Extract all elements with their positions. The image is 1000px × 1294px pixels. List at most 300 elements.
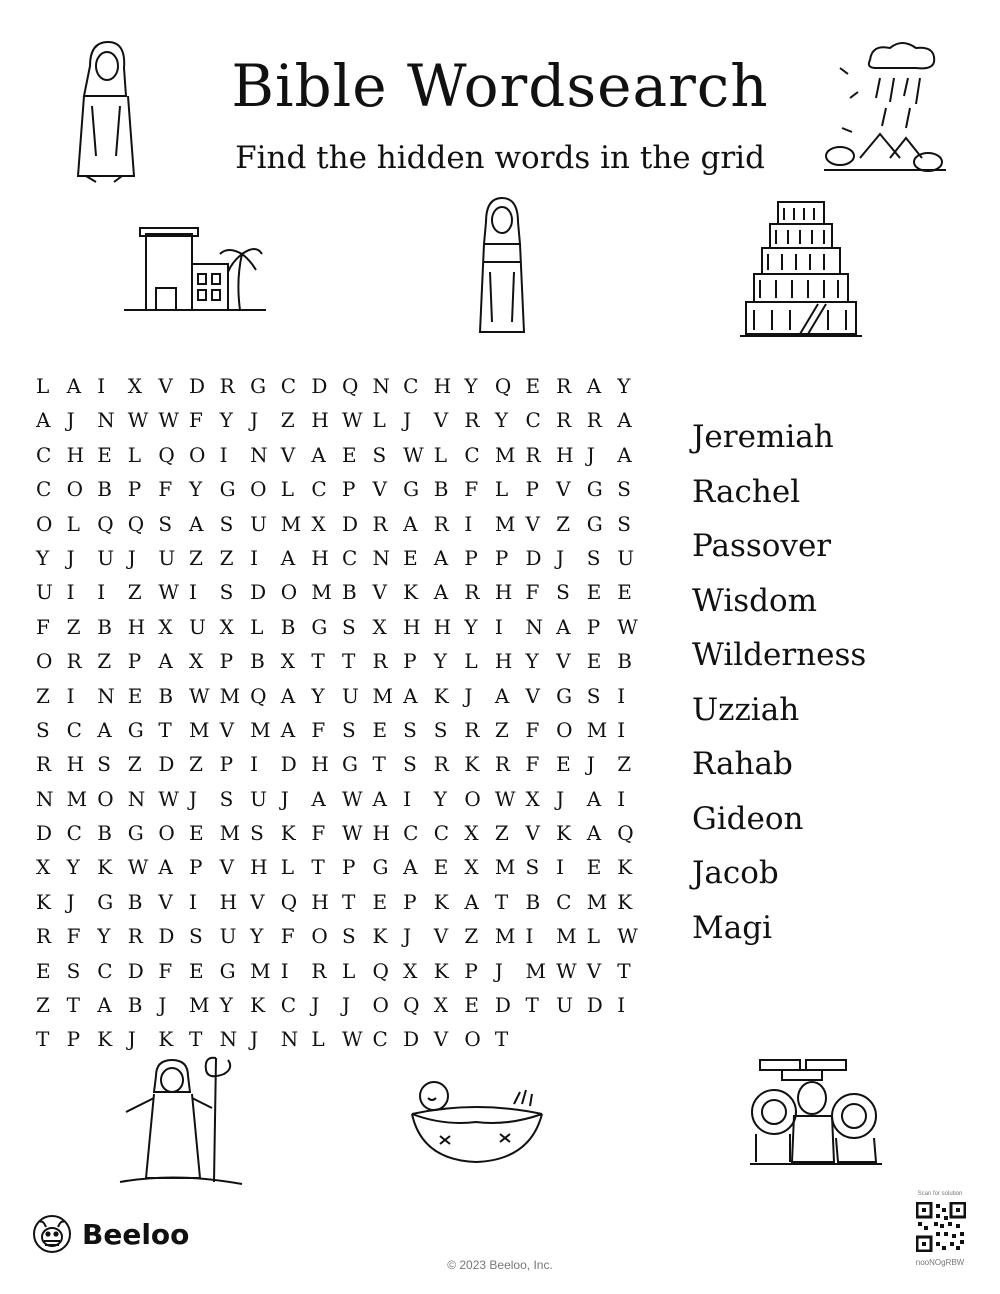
grid-letter[interactable]: X [311,511,326,536]
grid-letter[interactable]: Z [97,649,112,674]
grid-letter[interactable]: F [525,580,540,605]
grid-letter[interactable]: X [127,374,143,398]
grid-letter[interactable]: E [433,855,449,880]
grid-letter[interactable]: X [525,786,540,811]
grid-letter[interactable]: M [586,889,608,914]
grid-letter[interactable]: H [311,545,329,570]
grid-letter[interactable]: P [219,752,234,777]
grid-letter[interactable]: W [341,408,363,433]
grid-letter[interactable]: P [341,855,356,880]
grid-letter[interactable]: D [341,511,358,536]
grid-letter[interactable]: J [188,786,197,811]
grid-letter[interactable]: F [36,614,50,639]
grid-letter[interactable]: G [341,752,358,777]
grid-letter[interactable]: J [250,408,259,433]
grid-letter[interactable]: A [433,580,449,605]
grid-letter[interactable]: S [219,786,234,811]
grid-letter[interactable]: U [250,786,268,811]
grid-letter[interactable]: S [97,752,111,777]
grid-letter[interactable]: K [617,855,633,880]
grid-letter[interactable]: R [433,511,449,536]
grid-letter[interactable]: P [188,855,203,880]
grid-letter[interactable]: S [158,511,173,536]
grid-letter[interactable]: H [66,752,85,777]
grid-letter[interactable]: L [372,408,386,433]
grid-letter[interactable]: Q [403,993,420,1018]
grid-letter[interactable]: O [464,1027,481,1052]
grid-letter[interactable]: S [341,717,356,742]
grid-letter[interactable]: Y [494,408,509,433]
grid-letter[interactable]: Y [433,786,447,811]
grid-letter[interactable]: W [403,442,424,467]
grid-letter[interactable]: A [158,649,173,674]
grid-letter[interactable]: C [556,889,572,914]
grid-letter[interactable]: A [188,511,204,536]
grid-letter[interactable]: S [188,924,203,949]
grid-letter[interactable]: Z [280,408,295,433]
grid-letter[interactable]: A [556,614,571,639]
grid-letter[interactable]: R [66,649,82,674]
grid-letter[interactable]: H [433,614,452,639]
grid-letter[interactable]: D [188,374,206,398]
grid-letter[interactable]: X [464,821,479,846]
grid-letter[interactable]: Z [66,614,81,639]
grid-letter[interactable]: C [403,821,419,846]
grid-letter[interactable]: Z [188,752,203,777]
grid-letter[interactable]: J [158,993,167,1018]
grid-letter[interactable]: Z [617,752,632,777]
grid-letter[interactable]: V [586,958,602,983]
grid-letter[interactable]: A [97,717,112,742]
grid-letter[interactable]: B [341,580,357,605]
grid-letter[interactable]: H [433,374,452,398]
grid-letter[interactable]: B [97,821,112,846]
grid-letter[interactable]: R [36,752,52,777]
grid-letter[interactable]: V [250,889,265,914]
grid-letter[interactable]: V [372,477,387,502]
grid-letter[interactable]: Z [464,924,479,949]
grid-letter[interactable]: X [372,614,387,639]
grid-letter[interactable]: D [586,993,603,1018]
grid-letter[interactable]: Y [464,614,478,639]
grid-letter[interactable]: I [525,924,534,949]
grid-letter[interactable]: H [494,649,513,674]
grid-letter[interactable]: D [127,958,144,983]
grid-letter[interactable]: T [311,855,325,880]
grid-letter[interactable]: C [311,477,327,502]
grid-letter[interactable]: X [36,855,51,880]
grid-letter[interactable]: M [66,786,88,811]
grid-letter[interactable]: M [250,717,271,742]
grid-letter[interactable]: D [311,374,328,398]
grid-letter[interactable]: Q [97,511,114,536]
grid-letter[interactable]: W [188,683,210,708]
grid-letter[interactable]: X [219,614,234,639]
grid-letter[interactable]: T [158,717,172,742]
grid-letter[interactable]: C [66,717,82,742]
grid-letter[interactable]: G [372,855,389,880]
grid-letter[interactable]: K [372,924,388,949]
grid-letter[interactable]: I [617,717,626,742]
grid-letter[interactable]: O [250,477,267,502]
grid-letter[interactable]: U [556,993,573,1018]
grid-letter[interactable]: I [97,580,106,605]
grid-letter[interactable]: H [311,889,329,914]
grid-letter[interactable]: A [372,786,387,811]
grid-letter[interactable]: B [280,614,296,639]
grid-letter[interactable]: N [280,1027,299,1052]
grid-letter[interactable]: T [372,752,386,777]
grid-letter[interactable]: F [525,717,540,742]
grid-letter[interactable]: X [403,958,418,983]
grid-letter[interactable]: C [433,821,450,846]
grid-letter[interactable]: P [127,477,142,502]
grid-letter[interactable]: D [250,580,267,605]
grid-letter[interactable]: M [188,717,210,742]
grid-letter[interactable]: K [433,683,449,708]
grid-letter[interactable]: P [464,958,478,983]
grid-letter[interactable]: K [433,958,449,983]
grid-letter[interactable]: F [66,924,81,949]
grid-letter[interactable]: E [586,580,602,605]
grid-letter[interactable]: K [280,821,296,846]
grid-letter[interactable]: S [586,545,601,570]
grid-letter[interactable]: U [188,614,206,639]
grid-letter[interactable]: Y [219,408,233,433]
grid-letter[interactable]: E [617,580,632,605]
grid-letter[interactable]: E [97,442,112,467]
grid-letter[interactable]: C [280,374,297,398]
grid-letter[interactable]: J [127,545,136,570]
grid-letter[interactable]: F [280,924,295,949]
grid-letter[interactable]: N [219,1027,238,1052]
grid-letter[interactable]: D [158,752,175,777]
grid-letter[interactable]: Z [36,683,50,708]
grid-letter[interactable]: Q [280,889,298,914]
grid-letter[interactable]: Z [494,821,509,846]
grid-letter[interactable]: R [464,717,480,742]
grid-letter[interactable]: Z [36,993,50,1018]
grid-letter[interactable]: Y [617,374,631,398]
grid-letter[interactable]: R [464,580,480,605]
grid-letter[interactable]: T [311,649,325,674]
grid-letter[interactable]: A [66,374,82,398]
grid-letter[interactable]: I [617,786,626,811]
grid-letter[interactable]: G [311,614,328,639]
grid-letter[interactable]: K [97,1027,113,1052]
grid-letter[interactable]: I [280,958,289,983]
grid-letter[interactable]: V [433,924,449,949]
grid-letter[interactable]: N [127,786,146,811]
grid-letter[interactable]: O [36,649,53,674]
qr-code-icon[interactable] [916,1202,966,1252]
grid-letter[interactable]: T [494,1027,509,1052]
grid-letter[interactable]: X [280,649,295,674]
grid-letter[interactable]: T [494,889,509,914]
grid-letter[interactable]: W [127,855,149,880]
grid-letter[interactable]: K [36,889,51,914]
grid-letter[interactable]: U [219,924,237,949]
grid-letter[interactable]: S [66,958,81,983]
grid-letter[interactable]: N [97,683,115,708]
grid-letter[interactable]: K [556,821,572,846]
grid-letter[interactable]: D [525,545,542,570]
grid-letter[interactable]: G [250,374,267,398]
grid-letter[interactable]: O [280,580,298,605]
grid-letter[interactable]: J [556,786,565,811]
grid-letter[interactable]: J [280,786,289,811]
grid-letter[interactable]: C [403,374,419,398]
grid-letter[interactable]: S [556,580,570,605]
grid-letter[interactable]: J [403,408,412,433]
grid-letter[interactable]: Q [127,511,145,536]
grid-letter[interactable]: C [372,1027,388,1052]
grid-letter[interactable]: F [188,408,203,433]
grid-letter[interactable]: V [219,855,235,880]
grid-letter[interactable]: A [403,683,418,708]
grid-letter[interactable]: E [372,717,388,742]
grid-letter[interactable]: M [494,855,516,880]
grid-letter[interactable]: Y [97,924,111,949]
grid-letter[interactable]: G [127,821,144,846]
grid-letter[interactable]: H [311,408,329,433]
grid-letter[interactable]: U [617,545,635,570]
grid-letter[interactable]: C [280,993,297,1018]
grid-letter[interactable]: V [525,821,540,846]
grid-letter[interactable]: D [280,752,297,777]
grid-letter[interactable]: S [586,683,601,708]
grid-letter[interactable]: R [372,511,388,536]
grid-letter[interactable]: V [525,511,540,536]
grid-letter[interactable]: R [219,374,235,398]
grid-letter[interactable]: P [494,545,509,570]
grid-letter[interactable]: E [36,958,51,983]
grid-letter[interactable]: W [617,924,638,949]
grid-letter[interactable]: U [97,545,115,570]
grid-letter[interactable]: L [280,477,295,502]
grid-letter[interactable]: F [311,717,326,742]
grid-letter[interactable]: W [341,786,363,811]
grid-letter[interactable]: N [372,374,391,398]
grid-letter[interactable]: C [36,477,52,502]
grid-letter[interactable]: R [525,442,541,467]
grid-letter[interactable]: G [219,958,236,983]
grid-letter[interactable]: J [586,752,595,777]
grid-letter[interactable]: O [158,821,175,846]
grid-letter[interactable]: P [127,649,142,674]
grid-letter[interactable]: F [158,477,173,502]
grid-letter[interactable]: O [97,786,114,811]
grid-letter[interactable]: L [66,511,80,536]
grid-letter[interactable]: H [372,821,390,846]
grid-letter[interactable]: J [66,889,75,914]
grid-letter[interactable]: K [433,889,449,914]
grid-letter[interactable]: E [127,683,143,708]
grid-letter[interactable]: H [494,580,513,605]
grid-letter[interactable]: S [403,752,417,777]
grid-letter[interactable]: I [556,855,564,880]
grid-letter[interactable]: X [158,614,173,639]
grid-letter[interactable]: L [250,614,264,639]
grid-letter[interactable]: K [464,752,480,777]
grid-letter[interactable]: A [311,442,326,467]
grid-letter[interactable]: Q [250,683,267,708]
grid-letter[interactable]: V [556,649,571,674]
grid-letter[interactable]: S [617,511,631,536]
grid-letter[interactable]: S [219,511,234,536]
grid-letter[interactable]: A [311,786,326,811]
grid-letter[interactable]: E [188,958,204,983]
grid-letter[interactable]: K [617,889,633,914]
grid-letter[interactable]: M [219,821,241,846]
grid-letter[interactable]: L [464,649,478,674]
grid-letter[interactable]: P [464,545,478,570]
grid-letter[interactable]: W [494,786,516,811]
grid-letter[interactable]: N [372,545,391,570]
grid-letter[interactable]: W [341,821,363,846]
grid-letter[interactable]: O [188,442,206,467]
grid-letter[interactable]: S [250,821,264,846]
grid-letter[interactable]: R [311,958,327,983]
grid-letter[interactable]: W [617,614,638,639]
grid-letter[interactable]: E [341,442,357,467]
grid-letter[interactable]: C [66,821,82,846]
grid-letter[interactable]: R [433,752,449,777]
grid-letter[interactable]: W [127,408,149,433]
grid-letter[interactable]: W [341,1027,363,1052]
grid-letter[interactable]: L [280,855,295,880]
grid-letter[interactable]: C [36,442,52,467]
grid-letter[interactable]: B [97,477,112,502]
grid-letter[interactable]: O [66,477,83,502]
grid-letter[interactable]: C [341,545,358,570]
grid-letter[interactable]: G [403,477,420,502]
grid-letter[interactable]: R [127,924,143,949]
grid-letter[interactable]: L [311,1027,325,1052]
grid-letter[interactable]: Y [250,924,264,949]
grid-letter[interactable]: O [556,717,573,742]
grid-letter[interactable]: I [66,580,75,605]
grid-letter[interactable]: G [97,889,114,914]
grid-letter[interactable]: A [586,821,602,846]
grid-letter[interactable]: A [158,855,173,880]
grid-letter[interactable]: G [586,477,603,502]
grid-letter[interactable]: A [280,545,296,570]
grid-letter[interactable]: Y [311,683,325,708]
grid-letter[interactable]: G [556,683,573,708]
grid-letter[interactable]: M [280,511,302,536]
grid-letter[interactable]: O [372,993,389,1018]
grid-letter[interactable]: A [280,683,296,708]
grid-letter[interactable]: P [586,614,601,639]
grid-letter[interactable]: U [36,580,53,605]
grid-letter[interactable]: H [250,855,268,880]
grid-letter[interactable]: E [586,855,602,880]
grid-letter[interactable]: E [556,752,571,777]
grid-letter[interactable]: E [586,649,602,674]
grid-letter[interactable]: R [494,752,510,777]
grid-letter[interactable]: V [372,580,387,605]
grid-letter[interactable]: A [586,374,602,398]
grid-letter[interactable]: H [403,614,421,639]
grid-letter[interactable]: I [219,442,228,467]
grid-letter[interactable]: W [158,786,179,811]
grid-letter[interactable]: I [66,683,75,708]
grid-letter[interactable]: O [311,924,328,949]
grid-letter[interactable]: S [219,580,234,605]
grid-letter[interactable]: J [250,1027,259,1052]
grid-letter[interactable]: N [250,442,268,467]
grid-letter[interactable]: G [127,717,144,742]
grid-letter[interactable]: C [525,408,541,433]
grid-letter[interactable]: A [494,683,510,708]
grid-letter[interactable]: C [97,958,113,983]
grid-letter[interactable]: Y [464,374,478,398]
grid-letter[interactable]: J [127,1027,136,1052]
grid-letter[interactable]: Y [36,545,50,570]
grid-letter[interactable]: S [341,614,356,639]
grid-letter[interactable]: A [586,786,602,811]
grid-letter[interactable]: A [617,442,632,467]
grid-letter[interactable]: H [556,442,574,467]
grid-letter[interactable]: I [403,786,412,811]
grid-letter[interactable]: M [494,442,516,467]
grid-letter[interactable]: Y [525,649,539,674]
grid-letter[interactable]: E [403,545,418,570]
grid-letter[interactable]: A [97,993,112,1018]
grid-letter[interactable]: L [36,374,50,398]
grid-letter[interactable]: N [36,786,54,811]
grid-letter[interactable]: V [280,442,296,467]
grid-letter[interactable]: A [403,511,418,536]
grid-letter[interactable]: L [127,442,142,467]
grid-letter[interactable]: S [433,717,448,742]
grid-letter[interactable]: L [494,477,509,502]
grid-letter[interactable]: L [586,924,600,949]
grid-letter[interactable]: L [341,958,356,983]
grid-letter[interactable]: J [586,442,595,467]
grid-letter[interactable]: S [372,442,387,467]
grid-letter[interactable]: L [433,442,447,467]
grid-letter[interactable]: S [617,477,631,502]
grid-letter[interactable]: Q [341,374,359,398]
grid-letter[interactable]: T [617,958,631,983]
grid-letter[interactable]: B [97,614,112,639]
grid-letter[interactable]: T [341,649,356,674]
grid-letter[interactable]: P [219,649,234,674]
grid-letter[interactable]: S [525,855,540,880]
grid-letter[interactable]: Y [66,855,80,880]
grid-letter[interactable]: A [280,717,296,742]
grid-letter[interactable]: V [158,889,173,914]
grid-letter[interactable]: V [525,683,540,708]
grid-letter[interactable]: Y [188,477,203,502]
grid-letter[interactable]: H [127,614,146,639]
grid-letter[interactable]: Y [433,649,447,674]
grid-letter[interactable]: R [556,374,572,398]
grid-letter[interactable]: B [158,683,174,708]
grid-letter[interactable]: Q [617,821,634,846]
grid-letter[interactable]: P [403,649,417,674]
grid-letter[interactable]: P [66,1027,81,1052]
grid-letter[interactable]: F [311,821,326,846]
grid-letter[interactable]: B [250,649,265,674]
grid-letter[interactable]: Z [127,752,142,777]
grid-letter[interactable]: I [250,752,259,777]
grid-letter[interactable]: K [403,580,419,605]
grid-letter[interactable]: V [556,477,571,502]
grid-letter[interactable]: R [372,649,388,674]
